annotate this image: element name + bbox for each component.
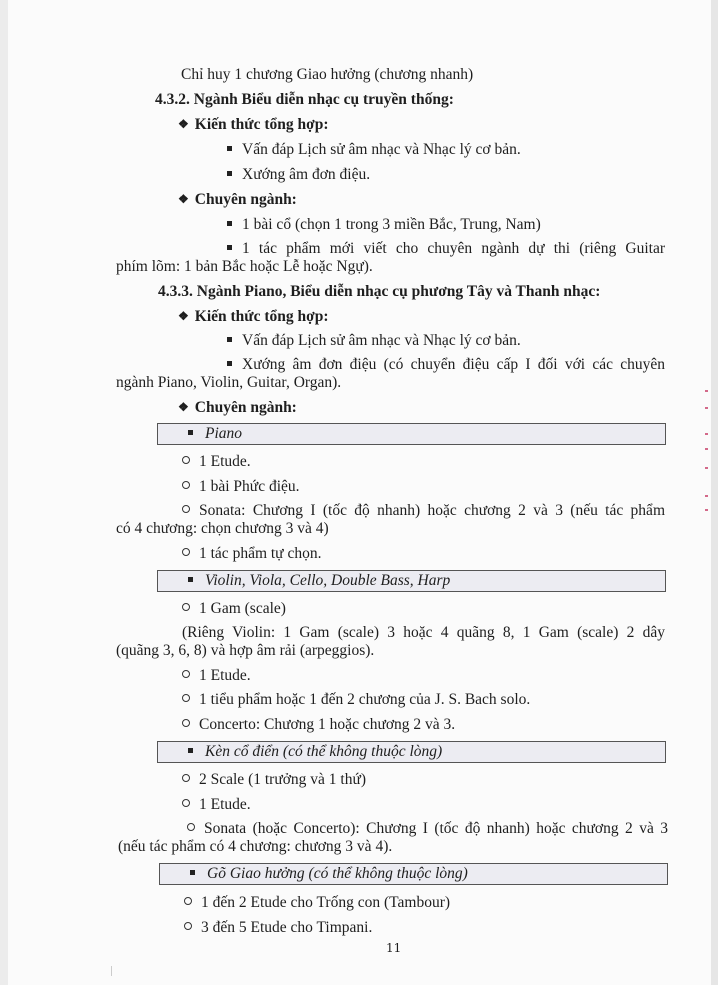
category-title: Kèn cổ điển (có thể không thuộc lòng) bbox=[205, 743, 443, 760]
list-item bbox=[182, 600, 286, 618]
scan-right-edge bbox=[711, 0, 718, 985]
circle-bullet-icon bbox=[182, 505, 190, 513]
subheading-text: Chuyên ngành: bbox=[194, 191, 297, 208]
list-item bbox=[227, 216, 541, 234]
category-title: Gõ Giao hưởng (có thể không thuộc lòng) bbox=[207, 865, 468, 882]
category-title: Piano bbox=[205, 425, 243, 442]
text-line: có 4 chương: chọn chương 3 và 4) bbox=[116, 520, 329, 537]
list-item bbox=[182, 691, 530, 709]
circle-bullet-icon bbox=[182, 694, 190, 702]
text-line: ngành Piano, Violin, Guitar, Organ). bbox=[116, 374, 342, 391]
section-heading-4-3-2: 4.3.2. Ngành Biểu diễn nhạc cụ truyền thống: bbox=[155, 91, 454, 108]
circle-bullet-icon bbox=[182, 774, 190, 782]
subheading-chuyen-nganh bbox=[178, 399, 297, 417]
circle-bullet-icon bbox=[182, 456, 190, 464]
list-item bbox=[182, 716, 455, 734]
circle-bullet-icon bbox=[182, 481, 190, 489]
list-item bbox=[227, 166, 370, 184]
list-item bbox=[182, 502, 665, 520]
text-line: phím lõm: 1 bản Bắc hoặc Lễ hoặc Ngự). bbox=[116, 258, 373, 275]
category-title: Violin, Viola, Cello, Double Bass, Harp bbox=[205, 572, 451, 589]
square-bullet-icon bbox=[227, 245, 232, 250]
item-text: Sonata: Chương I (tốc độ nhanh) hoặc chương 2 và 3 (nếu tác phẩm bbox=[199, 502, 665, 519]
scan-left-edge bbox=[0, 0, 8, 985]
item-text: Xướng âm đơn điệu (có chuyển điệu cấp I đối với các chuyên bbox=[242, 356, 665, 373]
item-text: 3 đến 5 Etude cho Timpani. bbox=[201, 919, 373, 936]
diamond-bullet-icon: ❖ bbox=[178, 117, 189, 131]
list-item bbox=[227, 356, 665, 374]
item-text: 1 bài cổ (chọn 1 trong 3 miền Bắc, Trung, Nam) bbox=[242, 216, 541, 233]
list-item bbox=[182, 478, 300, 496]
square-bullet-icon bbox=[227, 221, 232, 226]
category-band-percussion bbox=[159, 863, 668, 885]
list-item bbox=[184, 919, 372, 937]
item-text: Sonata (hoặc Concerto): Chương I (tốc độ nhanh) hoặc chương 2 và 3 bbox=[204, 820, 668, 837]
subheading-kien-thuc bbox=[178, 116, 328, 134]
square-bullet-icon bbox=[188, 430, 193, 435]
scan-artifact bbox=[111, 966, 112, 976]
list-item bbox=[227, 332, 521, 350]
circle-bullet-icon bbox=[182, 799, 190, 807]
diamond-bullet-icon: ❖ bbox=[178, 192, 189, 206]
item-text: 1 tác phẩm mới viết cho chuyên ngành dự thi (riêng Guitar bbox=[242, 240, 665, 257]
square-bullet-icon bbox=[227, 337, 232, 342]
subheading-text: Kiến thức tổng hợp: bbox=[194, 308, 329, 325]
square-bullet-icon bbox=[227, 171, 232, 176]
category-band-winds bbox=[157, 741, 666, 763]
circle-bullet-icon bbox=[182, 603, 190, 611]
item-text: Vấn đáp Lịch sử âm nhạc và Nhạc lý cơ bản. bbox=[242, 332, 521, 349]
margin-ink-marks bbox=[704, 385, 710, 525]
circle-bullet-icon bbox=[182, 670, 190, 678]
text-line: (quãng 3, 6, 8) và hợp âm rải (arpeggios). bbox=[116, 642, 375, 659]
item-text: 1 Etude. bbox=[199, 667, 251, 684]
category-band-piano bbox=[157, 423, 666, 445]
circle-bullet-icon bbox=[184, 897, 192, 905]
subheading-kien-thuc bbox=[178, 308, 328, 326]
list-item bbox=[182, 667, 251, 685]
circle-bullet-icon bbox=[182, 548, 190, 556]
list-item bbox=[227, 141, 521, 159]
text-line: Chỉ huy 1 chương Giao hưởng (chương nhanh) bbox=[181, 66, 474, 83]
subheading-text: Chuyên ngành: bbox=[194, 399, 297, 416]
item-text: 2 Scale (1 trưởng và 1 thứ) bbox=[199, 771, 367, 788]
item-text: Xướng âm đơn điệu. bbox=[242, 166, 371, 183]
text-line: (nếu tác phẩm có 4 chương: chương 3 và 4). bbox=[118, 838, 393, 855]
item-text: 1 Gam (scale) bbox=[199, 600, 286, 617]
square-bullet-icon bbox=[188, 577, 193, 582]
item-text: 1 bài Phức điệu. bbox=[199, 478, 300, 495]
list-item bbox=[182, 771, 366, 789]
list-item bbox=[182, 796, 251, 814]
item-text: 1 tác phẩm tự chọn. bbox=[199, 545, 322, 562]
list-item bbox=[227, 240, 665, 258]
item-text: 1 tiểu phẩm hoặc 1 đến 2 chương của J. S. Bach solo. bbox=[199, 691, 531, 708]
circle-bullet-icon bbox=[182, 719, 190, 727]
list-item bbox=[182, 453, 251, 471]
square-bullet-icon bbox=[227, 361, 232, 366]
square-bullet-icon bbox=[190, 870, 195, 875]
list-item bbox=[182, 545, 321, 563]
item-text: 1 Etude. bbox=[199, 453, 251, 470]
square-bullet-icon bbox=[188, 748, 193, 753]
item-text: Vấn đáp Lịch sử âm nhạc và Nhạc lý cơ bản. bbox=[242, 141, 521, 158]
square-bullet-icon bbox=[227, 146, 232, 151]
diamond-bullet-icon: ❖ bbox=[178, 400, 189, 414]
circle-bullet-icon bbox=[184, 922, 192, 930]
subheading-chuyen-nganh bbox=[178, 191, 297, 209]
circle-bullet-icon bbox=[187, 823, 195, 831]
item-text: 1 Etude. bbox=[199, 796, 251, 813]
text-line: (Riêng Violin: 1 Gam (scale) 3 hoặc 4 quãng 8, 1 Gam (scale) 2 dây bbox=[182, 624, 665, 641]
item-text: 1 đến 2 Etude cho Trống con (Tambour) bbox=[201, 894, 451, 911]
page-number: 11 bbox=[386, 941, 402, 955]
section-heading-4-3-3: 4.3.3. Ngành Piano, Biểu diễn nhạc cụ phương Tây và Thanh nhạc: bbox=[158, 283, 601, 300]
diamond-bullet-icon: ❖ bbox=[178, 309, 189, 323]
list-item bbox=[187, 820, 668, 838]
category-band-strings bbox=[157, 570, 666, 592]
subheading-text: Kiến thức tổng hợp: bbox=[194, 116, 329, 133]
item-text: Concerto: Chương 1 hoặc chương 2 và 3. bbox=[199, 716, 456, 733]
list-item bbox=[184, 894, 450, 912]
